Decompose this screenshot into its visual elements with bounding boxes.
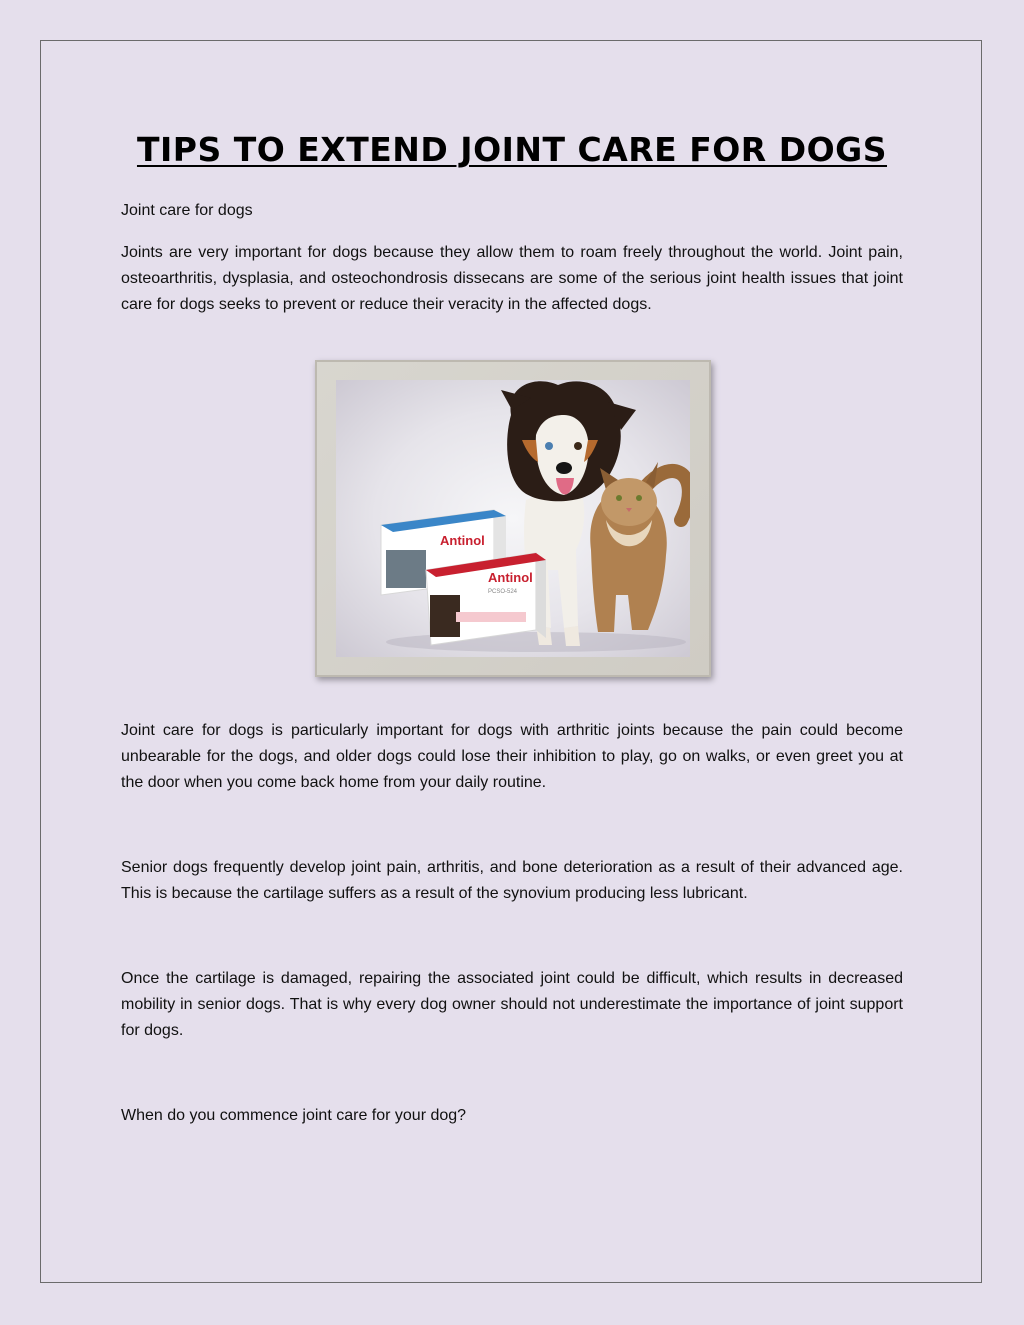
paragraph-arthritic: Joint care for dogs is particularly important for dogs with arthritic joints because the pain could become unbearable for the dogs, and older dogs could lose their inhibition to play, go on walks, or even greet you at the door when you come back home from your daily routine. <box>121 722 903 791</box>
paragraph-question: When do you commence joint care for your dog? <box>121 1107 467 1124</box>
dog-cat-product-illustration <box>336 380 690 657</box>
subheading: Joint care for dogs <box>121 202 253 219</box>
cat-illustration <box>590 462 689 632</box>
product-box-red-brand: Antinol <box>488 570 533 585</box>
page-title <box>0 130 1024 169</box>
page-title-text: TIPS TO EXTEND JOINT CARE FOR DOGS <box>136 130 888 169</box>
product-image <box>336 380 690 657</box>
product-box-red <box>426 553 546 645</box>
paragraph-senior: Senior dogs frequently develop joint pain, arthritis, and bone deterioration as a result of their advanced age. This is because the cartilage suffers as a result of the synovium producing less lubricant. <box>121 859 903 902</box>
product-box-blue-brand: Antinol <box>440 533 485 548</box>
paragraph-cartilage: Once the cartilage is damaged, repairing the associated joint could be difficult, which results in decreased mobility in senior dogs. That is why every dog owner should not underestimate the importance of joint support for dogs. <box>121 970 903 1039</box>
product-box-red-sub: PCSO-524 <box>488 589 518 595</box>
paragraph-intro: Joints are very important for dogs because they allow them to roam freely throughout the world. Joint pain, osteoarthritis, dysplasia, and osteochondrosis dissecans are some of the serious joint health issues that joint care for dogs seeks to prevent or reduce their veracity in the affected dogs. <box>121 244 903 313</box>
product-image-frame <box>315 360 711 677</box>
